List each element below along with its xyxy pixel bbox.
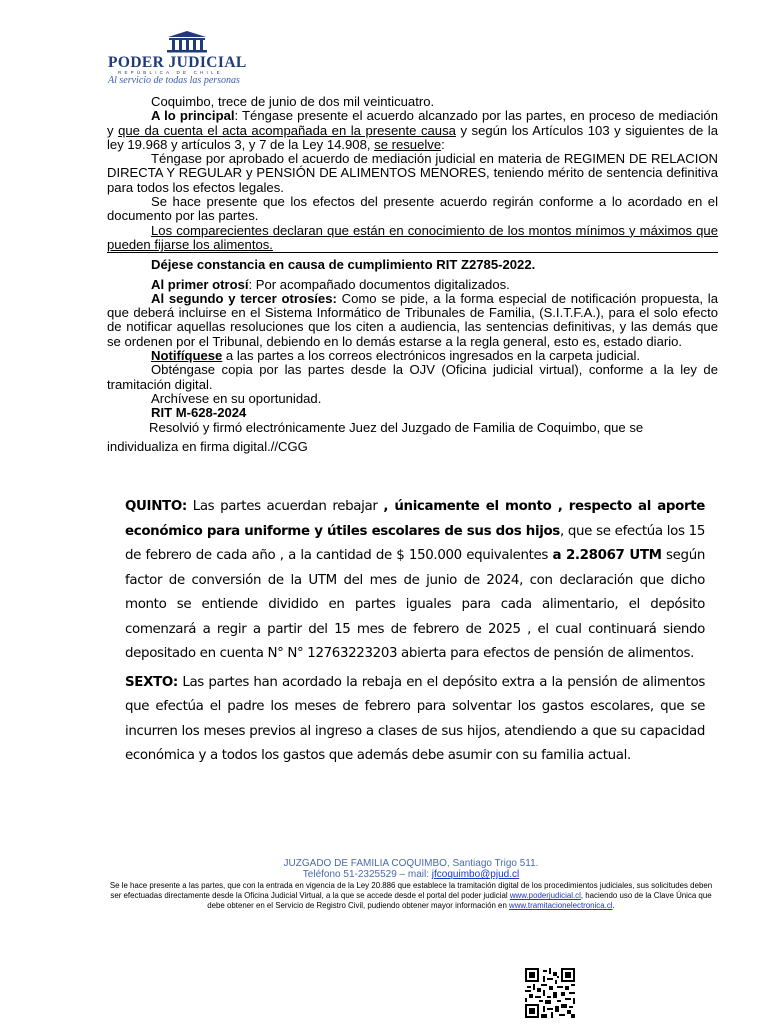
se-resuelve: se resuelve [374,136,442,152]
quinto-label: QUINTO: [125,499,187,514]
segundo-otrosi-text: Como se pide, a la forma especial de notificación propuesta, la que deberá incluirse en el Sistema Informático de Tribunales de Familia, (S.I.T.F.A.), para el solo efecto de notificar aquellas resoluciones que los citen a audiencia, las sentencias definitivas, y las demás que se ordenen por el Tribunal, debiendo en lo demás estarse a la regla general, esto es, estado diario. [107,290,718,349]
quinto-text-3: , que se efectúa los 15 de febrero de cada año , a la cantidad de $ 150.000 equivalentes [125,523,705,563]
quinto-text-4: a 2.28067 UTM [552,548,662,563]
qr-code-icon [525,968,575,1018]
court-phone: Teléfono 51-2325529 – mail: [302,869,432,880]
segundo-otrosi-label: Al segundo y tercer otrosíes: [151,290,337,306]
notifiquese-paragraph [107,349,718,363]
notifiquese-text: a las partes a los correos electrónicos ingresados en la carpeta judicial. [222,348,641,364]
principal-end: : [441,136,445,152]
legal-note-1: Se le hace presente a las partes, que con la entrada en vigencia de la Ley 20.886 que establece la tramitación digital de los procedimientos judiciales, sus solicitudes deben ser efectuadas directamente desde la Oficina Judicial Virtual, a la que se accede desde el portal del poder judicial [109,881,713,901]
sexto-label: SEXTO: [125,674,178,690]
rit-number: RIT M-628-2024 [151,405,247,421]
courthouse-icon [164,30,210,54]
constancia-paragraph: Déjese constancia en causa de cumplimiento RIT Z2785-2022. [151,257,536,273]
principal-label: A lo principal [151,108,235,124]
primer-otrosi-label: Al primer otrosí [151,276,249,292]
primer-otrosi-paragraph [107,278,718,292]
principal-text-b: y según los Artículos 103 y siguientes de la ley 19.968 y artículos 3, y 7 de la Ley 14.908, [107,122,718,152]
legal-note-2: , haciendo uso de la Clave Única que debe obtener en el Servicio de Registro Civil, pudiendo obtener mayor información en [207,891,712,911]
segundo-otrosi-paragraph [107,292,718,349]
notifiquese-label: Notifíquese [151,348,223,364]
firma-line-2: individualiza en firma digital.//CGG [107,438,308,454]
logo-motto: Al servicio de todas las personas [108,75,240,86]
comparecientes-text: Los comparecientes declaran que están en conocimiento de los montos mínimos y máximos que pueden fijarse los alimentos. [107,222,718,252]
quinto-text-2: , únicamente el monto , respecto al aporte económico para uniforme y útiles escolares de sus dos hijos [125,499,706,539]
poder-judicial-logo [104,30,274,84]
legal-note [106,881,716,912]
quinto-text-5: según factor de conversión de la UTM del mes de junio de 2024, con declaración que dicho monto se entiende dividido en partes iguales para cada alimentario, el depósito comenzará a regir a partir del 15 mes de febrero de 2025 , el cual continuará siendo depositado en cuenta N° N° 12763223203 abierta para efectos de pensión de alimentos. [125,548,705,661]
legal-note-3: . [612,901,615,911]
primer-otrosi-text: : Por acompañado documentos digitalizados. [248,276,510,292]
page-footer [106,858,716,912]
principal-paragraph [107,109,718,152]
court-address: JUZGADO DE FAMILIA COQUIMBO, Santiago Trigo 511. [283,858,539,869]
firma-line-1: Resolvió y firmó electrónicamente Juez del Juzgado de Familia de Coquimbo, que se [149,419,644,435]
scanned-agreement-excerpt [125,495,705,769]
effects-paragraph: Se hace presente que los efectos del presente acuerdo regirán conforme a lo acordado en el documento por las partes. [107,194,718,224]
logo-subtitle: REPÚBLICA DE CHILE [118,70,223,75]
copia-paragraph: Obténgase copia por las partes desde la OJV (Oficina judicial virtual), conforme a la ley de tramitación digital. [107,362,718,392]
court-contact [106,869,716,880]
logo-title: PODER JUDICIAL [108,54,247,71]
comparecientes-paragraph [107,224,718,254]
sexto-text: Las partes han acordado la rebaja en el depósito extra a la pensión de alimentos que efectúa el padre los meses de febrero para solventar los gastos escolares, que se incurren los meses previos al ingreso a clases de sus hijos, atendiendo a que su capacidad económica y a todos los gastos que además debe asumir con su familia actual. [125,674,705,763]
resolution-body [107,95,718,454]
approval-paragraph: Téngase por aprobado el acuerdo de mediación judicial en materia de REGIMEN DE RELACION DIRECTA Y REGULAR y PENSIÓN DE ALIMENTOS MENORES, teniendo mérito de sentencia definitiva para todos los efectos legales. [107,151,718,195]
court-email-link[interactable]: jfcoquimbo@pjud.cl [431,869,520,880]
sexto-clause [125,671,705,769]
quinto-clause [125,495,705,667]
principal-text-a: : Téngase presente el acuerdo alcanzado por las partes, en proceso de mediación y [107,108,718,138]
archivese-paragraph: Archívese en su oportunidad. [151,390,322,406]
place-date: Coquimbo, trece de junio de dos mil veinticuatro. [151,94,435,109]
quinto-text-1: Las partes acuerdan rebajar [186,499,384,514]
tramitacion-link[interactable]: www.tramitacionelectronica.cl [509,901,613,911]
principal-underlined: que da cuenta el acta acompañada en la presente causa [118,122,456,138]
poderjudicial-link[interactable]: www.poderjudicial.cl [509,891,581,901]
